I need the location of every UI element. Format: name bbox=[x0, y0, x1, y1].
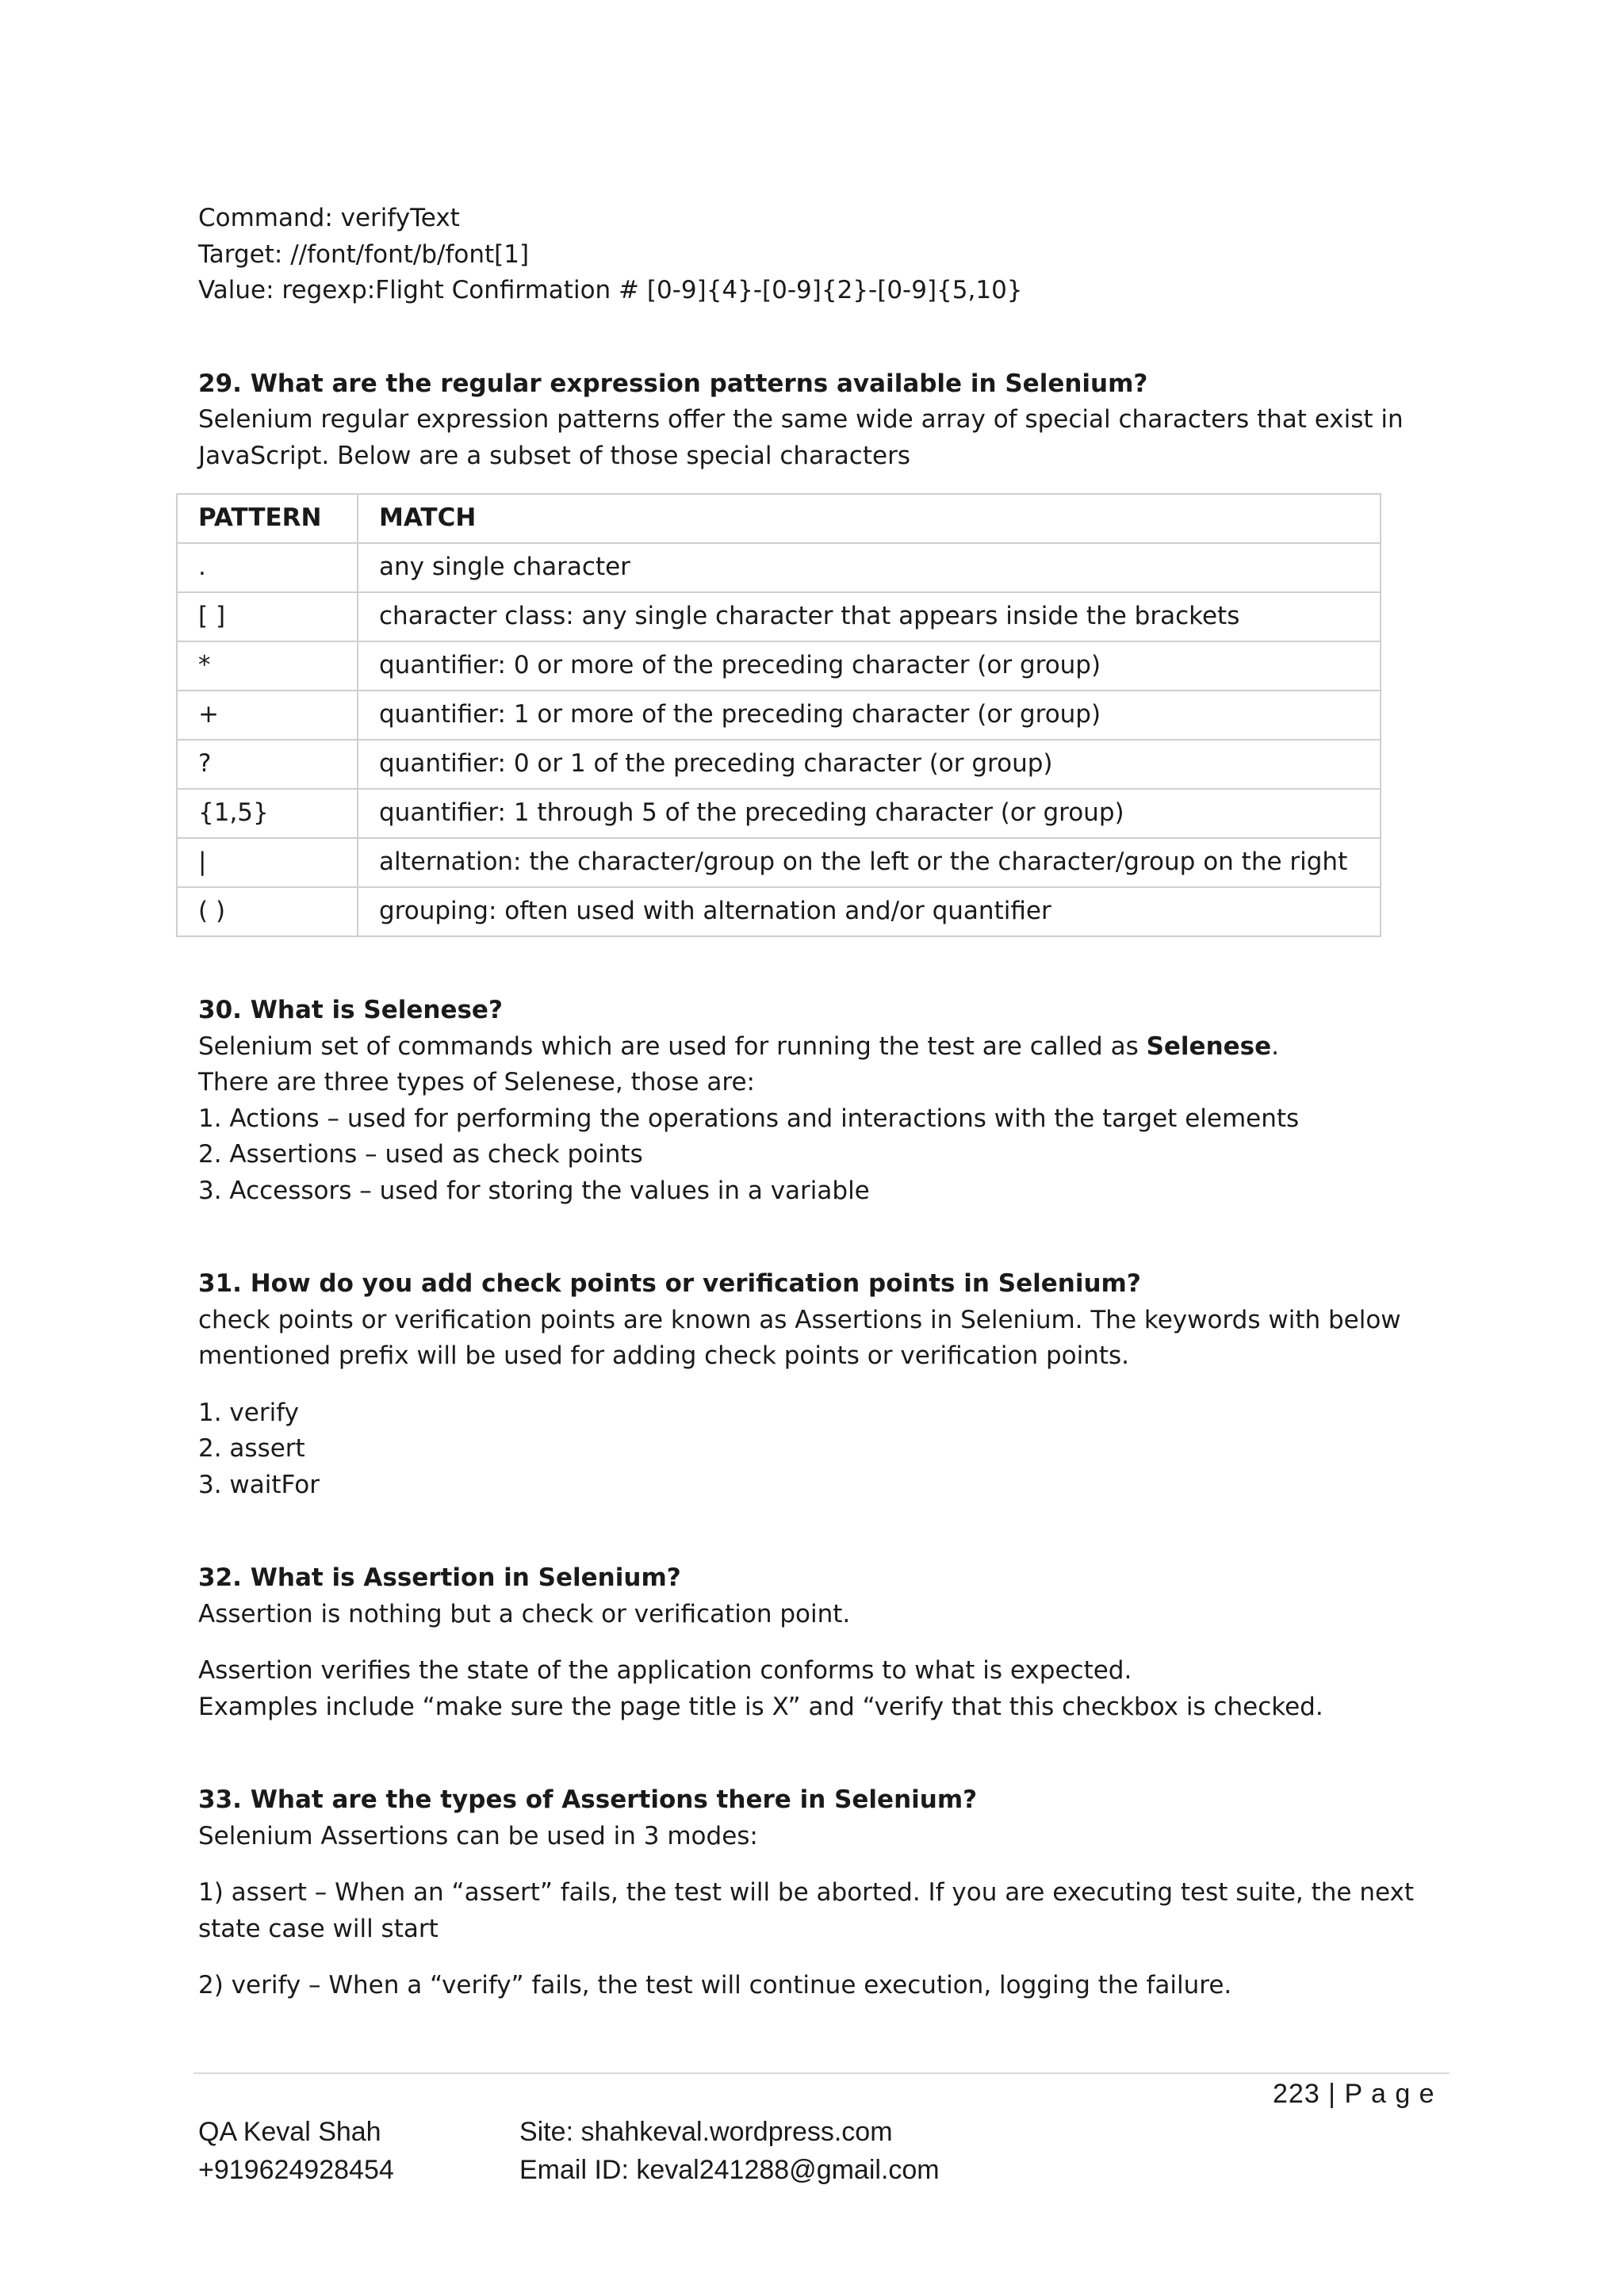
q31-text-line: check points or verification points are known as Assertions in Selenium. The keywords with below bbox=[198, 1305, 1401, 1334]
pattern-cell: ? bbox=[177, 740, 358, 789]
table-row bbox=[177, 592, 1381, 641]
q29-text-line: Selenium regular expression patterns offer the same wide array of special characters that exist in bbox=[198, 405, 1404, 434]
pattern-cell: * bbox=[177, 641, 358, 691]
match-cell: quantifier: 0 or more of the preceding character (or group) bbox=[358, 641, 1381, 691]
match-cell: quantifier: 0 or 1 of the preceding character (or group) bbox=[358, 740, 1381, 789]
selenese-term: Selenese bbox=[1146, 1031, 1272, 1061]
table-row bbox=[177, 641, 1381, 691]
pattern-cell: {1,5} bbox=[177, 789, 358, 838]
table-row bbox=[177, 838, 1381, 887]
q32-heading: 32. What is Assertion in Selenium? bbox=[198, 1563, 681, 1592]
table-row bbox=[177, 887, 1381, 936]
pattern-cell: . bbox=[177, 543, 358, 592]
footer-email: Email ID: keval241288@gmail.com bbox=[519, 2155, 940, 2185]
table-header-match: MATCH bbox=[358, 494, 1381, 543]
page-content bbox=[198, 201, 1443, 2004]
pattern-cell: | bbox=[177, 838, 358, 887]
table-header-row bbox=[177, 494, 1381, 543]
table-row bbox=[177, 691, 1381, 740]
list-item: 2. Assertions – used as check points bbox=[198, 1140, 643, 1169]
table-row bbox=[177, 789, 1381, 838]
q30-text-pre: Selenium set of commands which are used for running the test are called as bbox=[198, 1031, 1147, 1061]
q30-text-line bbox=[198, 1029, 1443, 1066]
footer-phone: +919624928454 bbox=[198, 2155, 394, 2185]
footer-author bbox=[198, 2113, 394, 2189]
match-cell: grouping: often used with alternation and/or quantifier bbox=[358, 887, 1381, 936]
q32-text-line: Assertion verifies the state of the application conforms to what is expected. bbox=[198, 1656, 1132, 1685]
q31-text-line: mentioned prefix will be used for adding check points or verification points. bbox=[198, 1341, 1130, 1370]
q30-text-post: . bbox=[1271, 1031, 1280, 1061]
q32-text-line: Examples include “make sure the page title is X” and “verify that this checkbox is checked. bbox=[198, 1692, 1323, 1721]
list-item: 1. verify bbox=[198, 1398, 299, 1427]
pattern-cell: [ ] bbox=[177, 592, 358, 641]
table-row bbox=[177, 740, 1381, 789]
q31-heading: 31. How do you add check points or verification points in Selenium? bbox=[198, 1269, 1141, 1298]
q33-text-line: Selenium Assertions can be used in 3 modes: bbox=[198, 1821, 758, 1850]
q30-heading: 30. What is Selenese? bbox=[198, 996, 503, 1024]
q29-text-line: JavaScript. Below are a subset of those special characters bbox=[198, 441, 910, 470]
table-header-pattern: PATTERN bbox=[177, 494, 358, 543]
page-number: 223 | P a g e bbox=[1273, 2079, 1435, 2109]
list-item: 1. Actions – used for performing the operations and interactions with the target elements bbox=[198, 1104, 1300, 1133]
intro-target: Target: //font/font/b/font[1] bbox=[198, 239, 530, 269]
q29-heading: 29. What are the regular expression patterns available in Selenium? bbox=[198, 369, 1148, 398]
footer-divider bbox=[193, 2072, 1450, 2074]
q33-text-line: 2) verify – When a “verify” fails, the test will continue execution, logging the failure. bbox=[198, 1971, 1232, 1999]
pattern-cell: ( ) bbox=[177, 887, 358, 936]
match-cell: character class: any single character that appears inside the brackets bbox=[358, 592, 1381, 641]
table-row bbox=[177, 543, 1381, 592]
pattern-cell: + bbox=[177, 691, 358, 740]
q30-text-line: There are three types of Selenese, those are: bbox=[198, 1068, 755, 1096]
q32-text-line: Assertion is nothing but a check or verification point. bbox=[198, 1599, 851, 1628]
list-item: 3. waitFor bbox=[198, 1470, 320, 1499]
match-cell: alternation: the character/group on the left or the character/group on the right bbox=[358, 838, 1381, 887]
intro-command: Command: verifyText bbox=[198, 204, 460, 232]
match-cell: any single character bbox=[358, 543, 1381, 592]
footer-site: Site: shahkeval.wordpress.com bbox=[519, 2117, 893, 2147]
list-item: 3. Accessors – used for storing the values in a variable bbox=[198, 1176, 870, 1205]
intro-value: Value: regexp:Flight Confirmation # [0-9]{4}-[0-9]{2}-[0-9]{5,10} bbox=[198, 276, 1023, 304]
list-item: 2. assert bbox=[198, 1434, 305, 1463]
match-cell: quantifier: 1 through 5 of the preceding character (or group) bbox=[358, 789, 1381, 838]
q33-text-line: state case will start bbox=[198, 1914, 439, 1943]
q33-text-line: 1) assert – When an “assert” fails, the test will be aborted. If you are executing test suite, the next bbox=[198, 1878, 1415, 1907]
match-cell: quantifier: 1 or more of the preceding character (or group) bbox=[358, 691, 1381, 740]
footer-name: QA Keval Shah bbox=[198, 2117, 381, 2147]
footer-contact bbox=[519, 2113, 940, 2189]
q33-heading: 33. What are the types of Assertions there in Selenium? bbox=[198, 1785, 978, 1814]
regex-pattern-table bbox=[176, 493, 1381, 937]
